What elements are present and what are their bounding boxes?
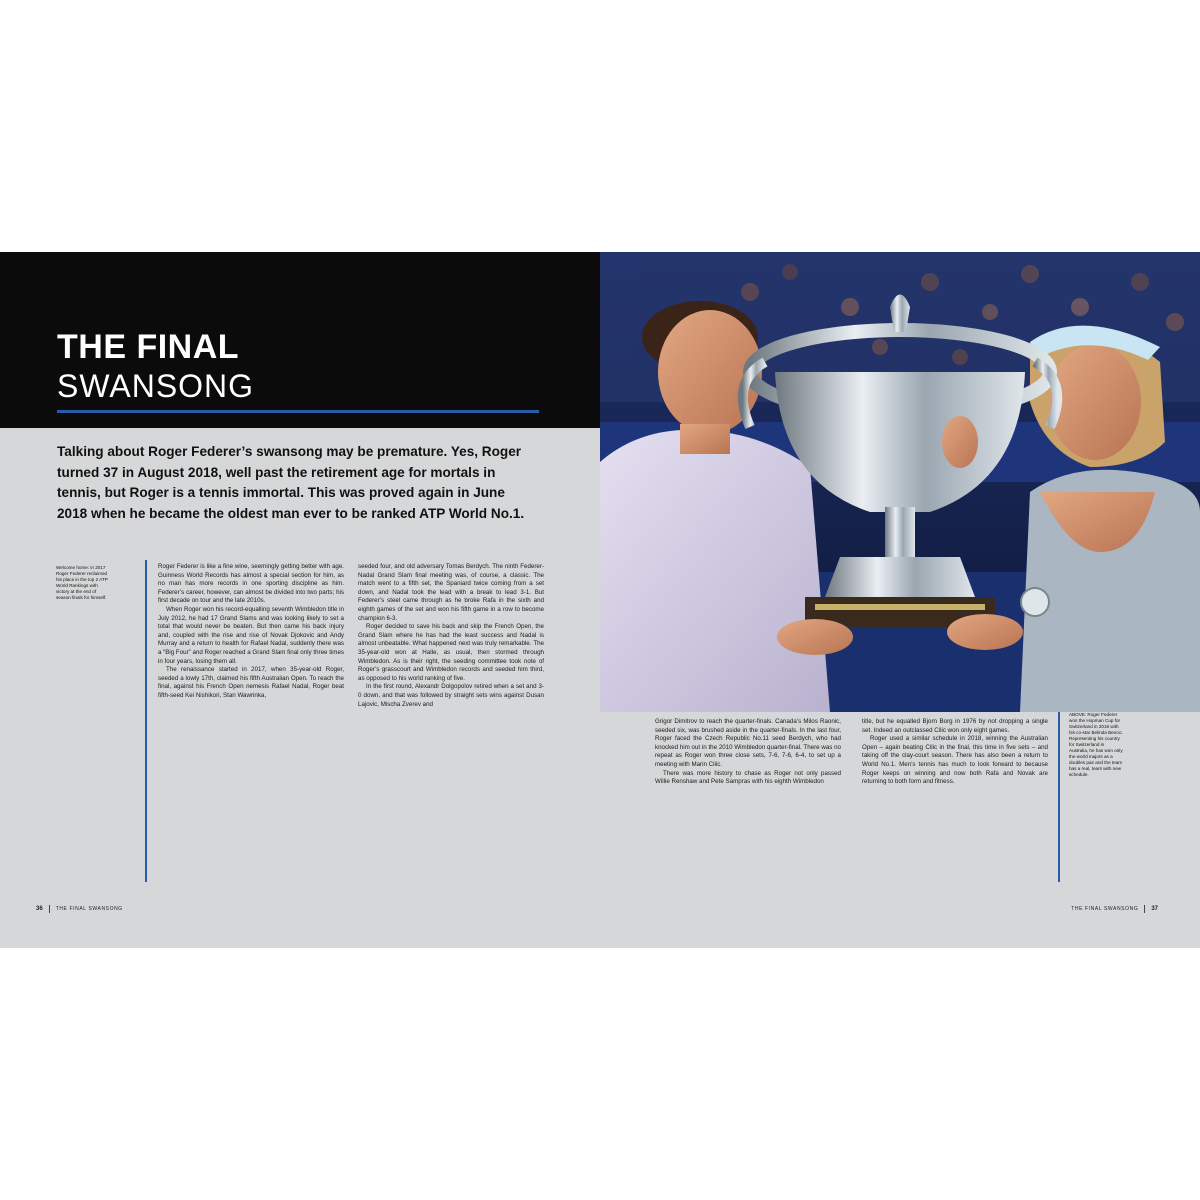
folio-right — [1071, 905, 1158, 913]
page-number-left: 36 — [36, 906, 43, 912]
caption-divider-right — [1058, 712, 1060, 882]
body-paragraph: seeded four, and old adversary Tomas Berdych. The ninth Federer-Nadal Grand Slam final meeting was, of course, a classic. The match went to a fifth set, the Spaniard twice coming from a set down, and Nadal took the lead with a break to lead 3-1. But Federer’s steel came through as he broke Rafa in the sixth and eighth games of the set and won his fifth game in a row to become champion 6-3. — [358, 563, 544, 622]
body-paragraph: There was more history to chase as Roger not only passed Willie Renshaw and Pete Sampras with his eighth Wimbledon — [655, 769, 841, 786]
page-number-right: 37 — [1151, 906, 1158, 912]
body-paragraph: In the first round, Alexandr Dolgopolov retired when a set and 3-0 down, and that was followed by straight sets wins against Dusan Lajovic, Mischa Zverev and — [358, 683, 544, 708]
caption-divider-left — [145, 560, 147, 882]
body-paragraph: Roger used a similar schedule in 2018, winning the Australian Open – again beating Cilic in the final, this time in five sets – and taking off the clay-court season. There has also been a return to World No.1. Men’s tennis has much to look forward to because Roger keeps on winning and now both Rafa and Novak are returning to both form and fitness. — [862, 735, 1048, 786]
headline-underline — [57, 410, 539, 413]
body-paragraph: title, but he equalled Bjorn Borg in 1976 by not dropping a single set. Indeed an outclassed Cilic won only eight games. — [862, 718, 1048, 734]
headline-sub: SWANSONG — [57, 368, 255, 404]
title-band — [0, 252, 600, 428]
body-paragraph: Roger decided to save his back and skip the French Open, the Grand Slam where he has had the least success and Nadal is almost unbeatable. What happened next was truly remarkable. The 35-year-old won at Halle, as usual, then stormed through Wimbledon. As is their right, the seeding committee took note of Roger’s grasscourt and Wimbledon records and seeded him third, as opposed to his world ranking of five. — [358, 623, 544, 682]
body-paragraph: When Roger won his record-equalling seventh Wimbledon title in July 2012, he had 17 Grand Slams and was looking likely to set a total that would never be beaten. But then came his back injury and, coupled with the rise and rise of Novak Djokovic and Andy Murray and a return to health for Rafael Nadal, suddenly there was a “Big Four” and Roger reached a Grand Slam final only three times in four years, losing them all. — [158, 605, 344, 665]
caption-right: ABOVE: Roger Federer won the Hopman Cup for Switzerland in 2018 with his co-star Belinda Bencic. Representing his country for Switzerland in Australia, he has won only the world majors as a doubles pair and the team has a real, tears with new schedule. — [1069, 712, 1124, 777]
body-column-2 — [358, 563, 544, 709]
standfirst-intro: Talking about Roger Federer’s swansong may be premature. Yes, Roger turned 37 in August 2018, well past the retirement age for mortals in tennis, but Roger is a tennis immortal. This was proved again in June 2018 when he became the oldest man ever to be ranked ATP World No.1. — [57, 444, 525, 521]
body-paragraph: The renaissance started in 2017, when 35-year-old Roger, seeded a lowly 17th, claimed his fifth Australian Open. To reach the final, against his French Open nemesis Rafael Nadal, Roger beat fifth-seed Kei Nishikori, Stan Wawrinka, — [158, 666, 344, 699]
folio-divider — [49, 905, 50, 913]
folio-left — [36, 905, 123, 913]
body-column-3 — [655, 718, 841, 787]
headline-main: THE FINAL — [57, 328, 240, 366]
running-head-left: THE FINAL SWANSONG — [55, 906, 123, 912]
magazine-spread — [0, 252, 1200, 948]
body-column-4 — [862, 718, 1048, 787]
running-head-right: THE FINAL SWANSONG — [1071, 906, 1139, 912]
body-paragraph: Roger Federer is like a fine wine, seemingly getting better with age. Guinness World Records has almost a special section for him, as no man has more records in one sporting discipline as him. Federer’s career, however, can almost be divided into two parts; his first decade on tour and the late 2010s. — [158, 563, 344, 605]
body-paragraph: Grigor Dimitrov to reach the quarter-finals. Canada’s Milos Raonic, seeded six, was brushed aside in the quarter-finals. In the last four, Roger faced the Czech Republic No.11 seed Berdych, who had knocked him out in the 2010 Wimbledon quarter-final. There was no repeat as Roger won three close sets, 7-6, 7-6, 6-4, to set up a meeting with Marin Cilic. — [655, 718, 841, 768]
trophy-photo — [600, 252, 1200, 712]
caption-left: Welcome home: in 2017 Roger Federer reclaimed his place in the top 2 ATP World Rankings with victory at the end of season finals for himself. — [56, 565, 108, 600]
body-column-1 — [158, 563, 344, 701]
folio-divider — [1144, 905, 1145, 913]
